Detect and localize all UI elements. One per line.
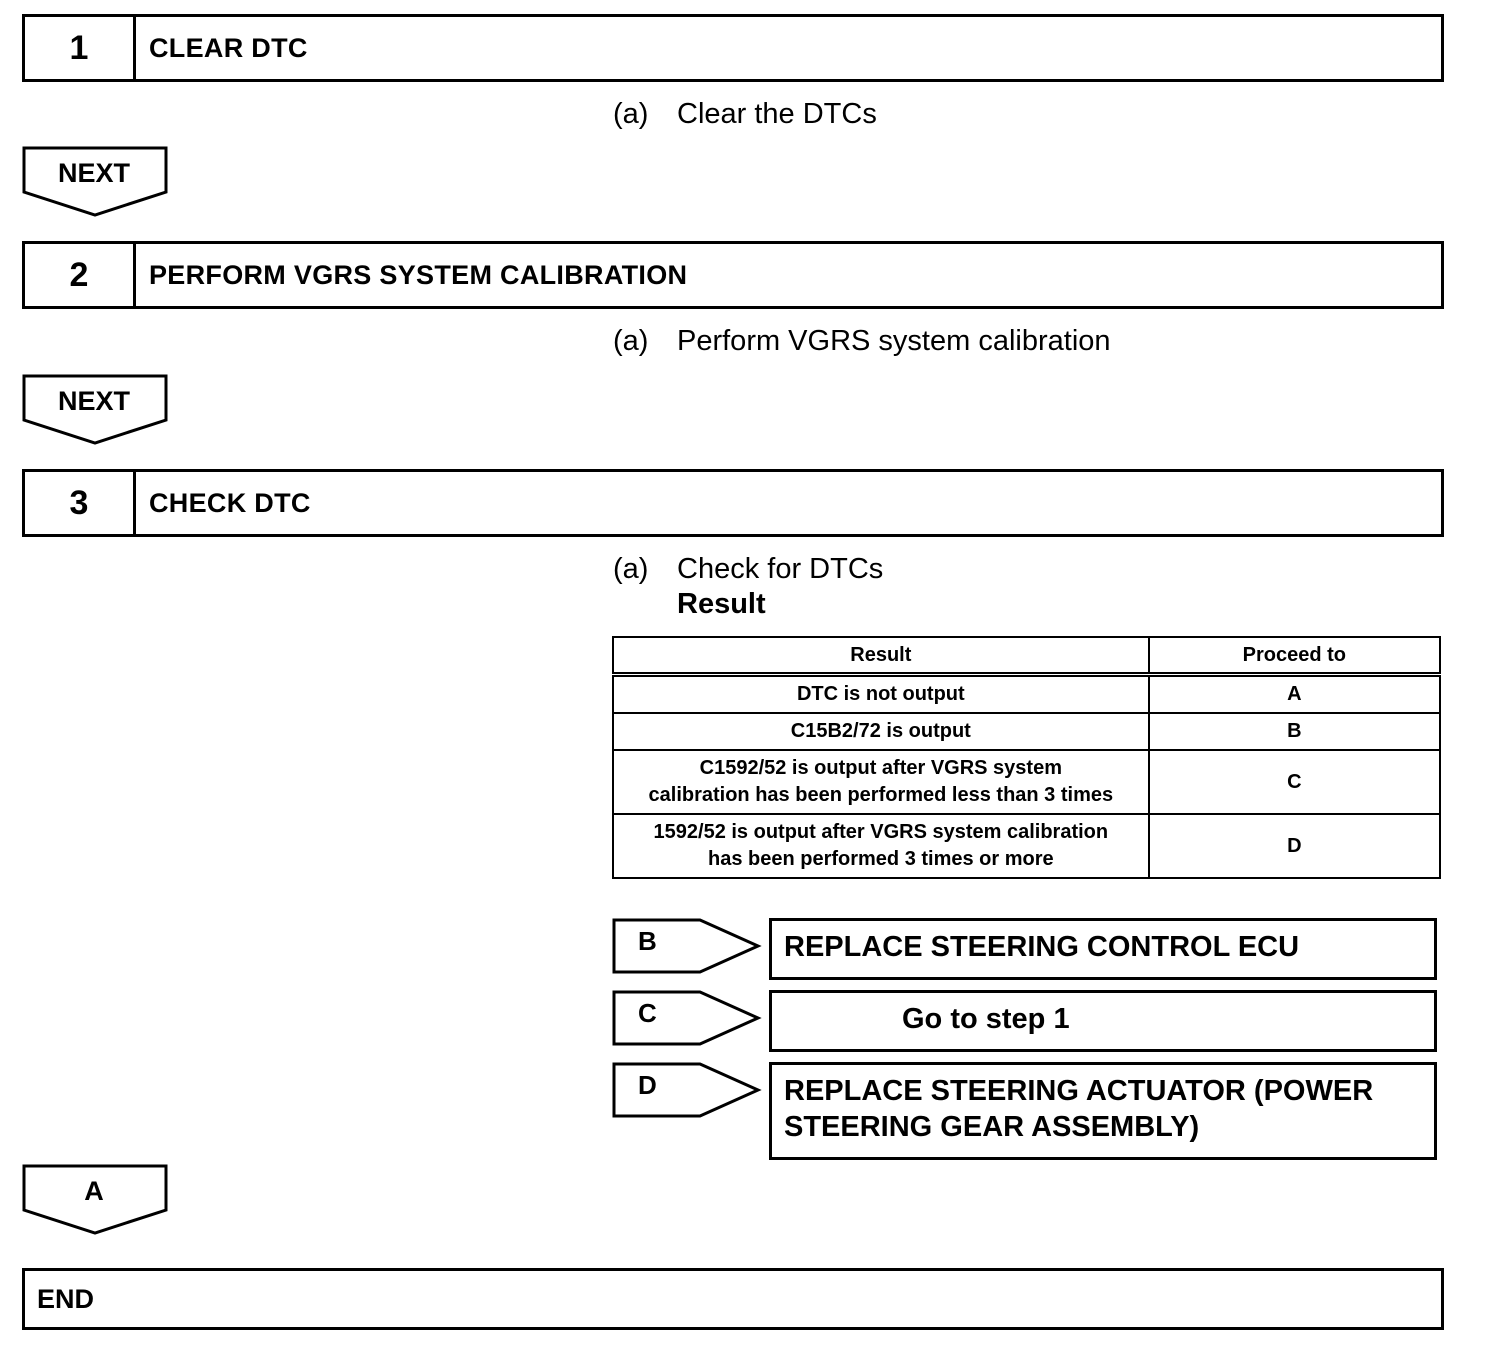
action-box-b — [769, 918, 1437, 980]
substep-text: Clear the DTCs — [677, 98, 877, 130]
end-label: END — [37, 1284, 95, 1314]
step-title: PERFORM VGRS SYSTEM CALIBRATION — [149, 260, 688, 290]
action-text: Go to step 1 — [902, 1003, 1070, 1035]
step-1-box — [22, 14, 1444, 82]
result-heading: Result — [677, 588, 766, 620]
column-header-proceed: Proceed to — [1149, 637, 1440, 675]
next-arrow-2 — [22, 374, 168, 446]
right-arrow-icon — [612, 918, 762, 974]
step-number: 3 — [25, 472, 136, 534]
action-text-line: REPLACE STEERING ACTUATOR (POWER — [784, 1075, 1374, 1107]
table-row — [613, 750, 1440, 814]
result-cell: C15B2/72 is output — [613, 713, 1149, 750]
step-title: CLEAR DTC — [149, 33, 308, 63]
table-row — [613, 814, 1440, 878]
step-title: CHECK DTC — [149, 488, 311, 518]
result-table — [612, 636, 1441, 879]
next-arrow-1 — [22, 146, 168, 218]
step-number: 1 — [25, 17, 136, 79]
substep-label: (a) — [613, 325, 649, 357]
next-label: NEXT — [57, 158, 130, 188]
branch-b-arrow — [612, 918, 762, 974]
right-arrow-icon — [612, 990, 762, 1046]
proceed-cell: B — [1149, 713, 1440, 750]
result-line: has been performed 3 times or more — [707, 848, 1054, 870]
a-arrow — [22, 1164, 168, 1236]
a-label: A — [84, 1176, 104, 1206]
table-row — [613, 675, 1440, 714]
branch-c-arrow — [612, 990, 762, 1046]
substep-3a — [613, 551, 883, 587]
result-cell — [613, 750, 1149, 814]
column-header-result: Result — [613, 637, 1149, 675]
substep-text: Perform VGRS system calibration — [677, 325, 1111, 357]
substep-1a — [613, 96, 877, 132]
result-cell — [613, 814, 1149, 878]
proceed-cell: D — [1149, 814, 1440, 878]
step-number: 2 — [25, 244, 136, 306]
right-arrow-icon — [612, 1062, 762, 1118]
action-text-line: STEERING GEAR ASSEMBLY) — [784, 1111, 1200, 1143]
branch-d-arrow — [612, 1062, 762, 1118]
result-line: calibration has been performed less than 3 times — [648, 784, 1114, 806]
substep-text: Check for DTCs — [677, 553, 884, 585]
action-box-c — [769, 990, 1437, 1052]
table-row — [613, 713, 1440, 750]
proceed-cell: A — [1149, 675, 1440, 714]
substep-label: (a) — [613, 553, 649, 585]
substep-label: (a) — [613, 98, 649, 130]
result-cell: DTC is not output — [613, 675, 1149, 714]
substep-2a — [613, 323, 1111, 359]
result-line: 1592/52 is output after VGRS system calibration — [653, 821, 1109, 843]
branch-label: B — [638, 926, 657, 956]
branch-label: C — [638, 998, 657, 1028]
end-box — [22, 1268, 1444, 1330]
next-label: NEXT — [57, 386, 130, 416]
result-line: C1592/52 is output after VGRS system — [699, 757, 1062, 779]
action-text: REPLACE STEERING CONTROL ECU — [784, 931, 1300, 963]
table-header-row — [613, 637, 1440, 675]
proceed-cell: C — [1149, 750, 1440, 814]
step-3-box — [22, 469, 1444, 537]
action-box-d — [769, 1062, 1437, 1160]
step-2-box — [22, 241, 1444, 309]
branch-label: D — [638, 1070, 657, 1100]
